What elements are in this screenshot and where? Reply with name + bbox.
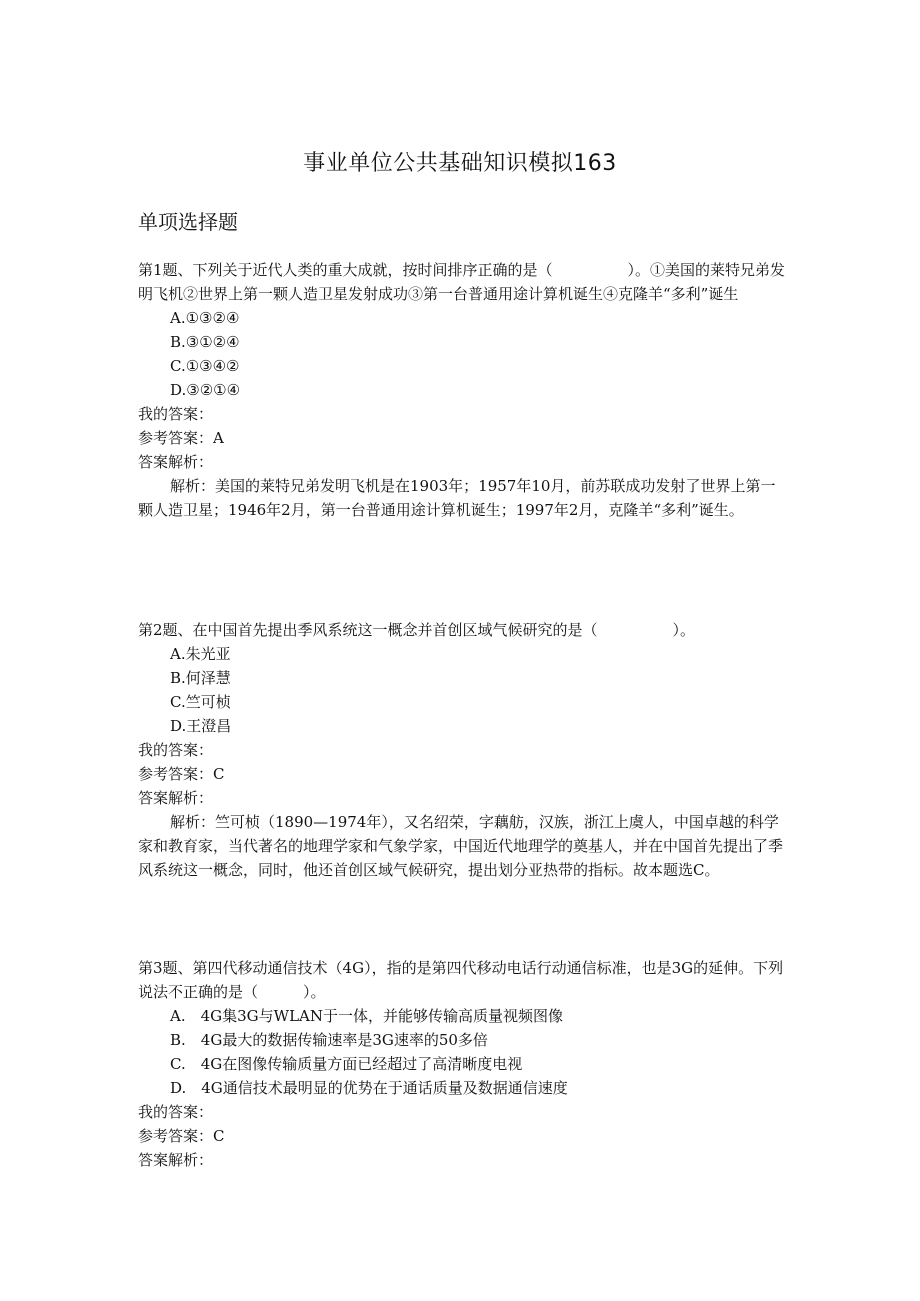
option-d: D.③②①④ xyxy=(170,381,241,399)
question-1 xyxy=(138,258,788,522)
question-stem: 第2题、在中国首先提出季风系统这一概念并首创区域气候研究的是（ ）。 xyxy=(138,621,696,639)
section-heading: 单项选择题 xyxy=(138,210,238,234)
reference-answer-label: 参考答案： xyxy=(138,765,214,783)
option-b: B. 4G最大的数据传输速率是3G速率的50多倍 xyxy=(170,1031,488,1049)
document-title: 事业单位公共基础知识模拟163 xyxy=(303,151,617,176)
option-list xyxy=(138,1004,788,1100)
my-answer-label: 我的答案： xyxy=(138,741,214,759)
question-3 xyxy=(138,956,788,1172)
reference-answer xyxy=(138,1124,788,1148)
question-2 xyxy=(138,618,788,882)
reference-answer-value: C xyxy=(213,765,225,783)
option-a: A. 4G集3G与WLAN于一体，并能够传输高质量视频图像 xyxy=(170,1007,563,1025)
reference-answer xyxy=(138,426,788,450)
explanation-label: 答案解析： xyxy=(138,789,214,807)
option-a: A.①③②④ xyxy=(170,309,240,327)
reference-answer xyxy=(138,762,788,786)
option-c: C. 4G在图像传输质量方面已经超过了高清晰度电视 xyxy=(170,1055,523,1073)
option-d: D.王澄昌 xyxy=(170,717,232,735)
question-stem: 第3题、第四代移动通信技术（4G），指的是第四代移动电话行动通信标准，也是3G的延伸。下列说法不正确的是（ ）。 xyxy=(138,959,784,1001)
option-list xyxy=(138,306,788,402)
option-b: B.③①②④ xyxy=(170,333,240,351)
question-stem: 第1题、下列关于近代人类的重大成就，按时间排序正确的是（ ）。①美国的莱特兄弟发明飞机②世界上第一颗人造卫星发射成功③第一台普通用途计算机诞生④克隆羊“多利”诞生 xyxy=(138,261,786,303)
option-c: C.①③④② xyxy=(170,357,240,375)
option-a: A.朱光亚 xyxy=(170,645,231,663)
explanation-label: 答案解析： xyxy=(138,453,214,471)
reference-answer-value: C xyxy=(213,1127,225,1145)
option-d: D. 4G通信技术最明显的优势在于通话质量及数据通信速度 xyxy=(170,1079,568,1097)
explanation-text: 解析：竺可桢（1890—1974年），又名绍荣，字藕舫，汉族，浙江上虞人，中国卓越的科学家和教育家，当代著名的地理学家和气象学家，中国近代地理学的奠基人，并在中国首先提出了季风系统这一概念，同时，他还首创区域气候研究，提出划分亚热带的指标。故本题选C。 xyxy=(138,813,784,879)
my-answer-label: 我的答案： xyxy=(138,405,214,423)
reference-answer-label: 参考答案： xyxy=(138,429,214,447)
option-c: C.竺可桢 xyxy=(170,693,231,711)
option-b: B.何泽慧 xyxy=(170,669,231,687)
reference-answer-label: 参考答案： xyxy=(138,1127,214,1145)
my-answer-label: 我的答案： xyxy=(138,1103,214,1121)
option-list xyxy=(138,642,788,738)
reference-answer-value: A xyxy=(213,429,224,447)
explanation-text: 解析：美国的莱特兄弟发明飞机是在1903年；1957年10月，前苏联成功发射了世界上第一颗人造卫星；1946年2月，第一台普通用途计算机诞生；1997年2月，克隆羊“多利”诞生。 xyxy=(138,477,776,519)
explanation-label: 答案解析： xyxy=(138,1151,214,1169)
